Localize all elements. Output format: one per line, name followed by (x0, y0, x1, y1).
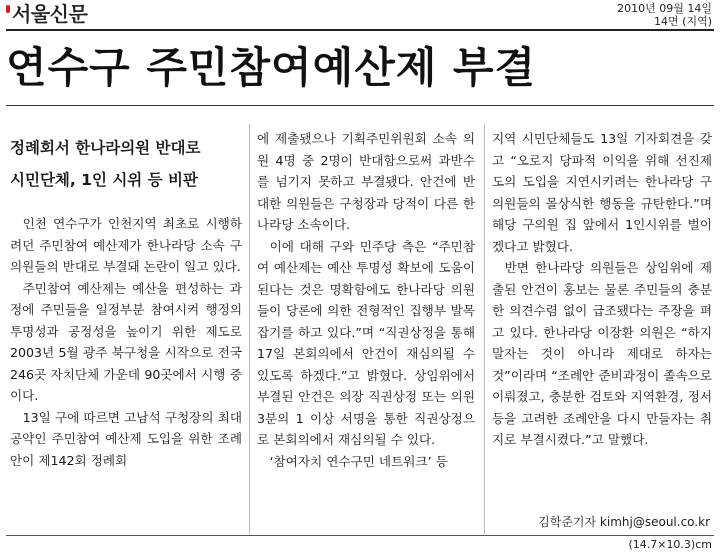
paragraph: 주민참여 예산제는 예산을 편성하는 과정에 주민들을 일정부분 참여시켜 행정의 투명성과 공정성을 높이기 위한 제도로 2003년 5월 광주 북구청을 시작으로 전국 246곳 자치단체 가운데 90곳에서 시행 중이다. (10, 280, 242, 403)
paragraph: 이에 대해 구와 민주당 측은 “주민참여 예산제는 예산 투명성 확보에 도움이 된다는 것은 명확함에도 한나라당 의원들이 당론에 의한 전형적인 집행부 발목잡기를 하고 있다.”며 “직권상정을 통해 17일 본회의에서 안건이 재심의될 수 있도록 하겠다.”고 밝혔다. 상임위에서 부결된 안건은 의장 직권상정 또는 의원 3분의 1 이상 서명을 통한 직권상정으로 본회의에서 재심의될 수 있다. (257, 238, 475, 447)
paragraph: 에 제출됐으나 기획주민위원회 소속 의원 4명 중 2명이 반대함으로써 과반수를 넘기지 못하고 부결됐다. 안건에 반대한 의원들은 구청장과 당적이 다른 한나라당 소속이다. (257, 131, 475, 232)
paragraph: ‘참여자치 연수구민 네트워크’ 등 (269, 453, 448, 469)
publication-meta (472, 2, 712, 28)
masthead-logo-mark (6, 5, 10, 13)
page-section: 14면 (지역) (654, 15, 712, 28)
top-rule (6, 29, 714, 31)
clipping-size-note: (14.7×10.3)cm (628, 538, 712, 551)
subheadline-2: 시민단체, 1인 시위 등 비판 (10, 171, 198, 189)
article-column-2 (257, 128, 475, 472)
headline: 연수구 주민참여예산제 부결 (6, 43, 537, 92)
subheadline-block (10, 138, 242, 202)
publication-date: 2010년 09월 14일 (617, 2, 712, 15)
column-divider (484, 124, 485, 534)
paragraph: 지역 시민단체들도 13일 기자회견을 갖고 “오로지 당파적 이익을 위해 선진제도의 도입을 지연시키려는 한나라당 구의원들의 몰상식한 행동을 규탄한다.”며 해당 구의원 집 앞에서 1인시위를 벌이겠다고 밝혔다. (492, 131, 712, 254)
paragraph: 13일 구에 따르면 고남석 구청장의 최대 공약인 주민참여 예산제 도입을 위한 조례안이 제142회 정례회 (10, 409, 242, 468)
column-divider (249, 124, 250, 534)
paragraph: 반면 한나라당 의원들은 상임위에 제출된 안건이 홍보는 물론 주민들의 충분한 의견수렴 없이 급조됐다는 주장을 펴고 있다. 한나라당 이장환 의원은 “하지 말자는 것이 아니라 제대로 하자는 것”이라며 “조례안 준비과정이 졸속으로 이뤄졌고, 충분한 검토와 지역환경, 정서 등을 고려한 조례안을 다시 만들자는 취지로 부결시켰다.”고 말했다. (492, 260, 712, 447)
headline-rule (6, 105, 714, 106)
paragraph: 인천 연수구가 인천지역 최초로 시행하려던 주민참여 예산제가 한나라당 소속 구의원들의 반대로 부결돼 논란이 일고 있다. (10, 216, 242, 274)
subheadline-1: 정례회서 한나라의원 반대로 (10, 139, 201, 157)
reporter-byline: 김학준기자 kimhj@seoul.co.kr (538, 515, 710, 529)
article-column-1 (10, 213, 242, 471)
masthead (6, 3, 87, 27)
masthead-title: 서울신문 (12, 2, 88, 26)
footer-rule (6, 535, 714, 536)
article-column-3 (492, 128, 712, 451)
